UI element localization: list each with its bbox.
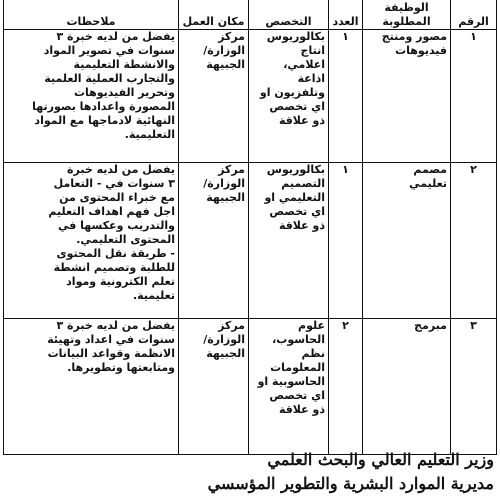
cell-seq: ١ (451, 30, 497, 163)
cell-notes: يفضل من لديه خبرة ٣ سنوات في تصوير المواد والانشطة التعليمية والتجارب العملية العلمية وتحرير الفيديوهات المصورة واعدادها بصورتها النهائية لادماجها مع المواد التعليمية. (4, 30, 179, 163)
jobs-table (3, 0, 497, 455)
header-job: الوظيفة المطلوبة (363, 0, 451, 30)
cell-count: ١ (329, 30, 363, 163)
minister-title: وزير التعليم العالي والبحث العلمي (267, 450, 494, 469)
cell-job: مصمم تعليمي (363, 163, 451, 319)
table-row (4, 163, 497, 319)
table-header-row (4, 0, 497, 30)
cell-location: مركز الوزارة/ الجبيهة (179, 163, 249, 319)
cell-job: مبرمج (363, 319, 451, 455)
cell-job: مصور ومنتج فيديوهات (363, 30, 451, 163)
header-location: مكان العمل (179, 0, 249, 30)
cell-seq: ٢ (451, 163, 497, 319)
table-row (4, 30, 497, 163)
cell-spec: علوم الحاسوب، نظم المعلومات الحاسوبية او اي تخصص ذو علاقة (249, 319, 329, 455)
cell-notes: يفضل من لديه خبرة ٣ سنوات في اعداد وتهيئة الانظمة وقواعد البيانات ومتابعتها وتطويرها. (4, 319, 179, 455)
header-notes: ملاحظات (4, 0, 179, 30)
cell-count: ٢ (329, 319, 363, 455)
cell-notes: يفضل من لديه خبرة ٣ سنوات في - التعامل مع خبراء المحتوى من اجل فهم اهداف التعليم والتدريب وعكسها في المحتوى التعليمي. - طريقة نقل المحتوى للطلبة وتصميم انشطة تعلم الكترونية ومواد تعليمية. (4, 163, 179, 319)
cell-spec: بكالوريوس التصميم التعليمي او اي تخصص ذو علاقة (249, 163, 329, 319)
cell-location: مركز الوزارة/ الجبيهة (179, 319, 249, 455)
header-count: العدد (329, 0, 363, 30)
signature-block (208, 448, 494, 496)
cell-spec: بكالوريوس انتاج اعلامي، اذاعة وتلفزيون او اي تخصص ذو علاقة (249, 30, 329, 163)
directorate-name: مديرية الموارد البشرية والتطوير المؤسسي (207, 474, 494, 493)
cell-location: مركز الوزارة/ الجبيهة (179, 30, 249, 163)
table-row (4, 319, 497, 455)
header-spec: التخصص (249, 0, 329, 30)
cell-count: ١ (329, 163, 363, 319)
cell-seq: ٣ (451, 319, 497, 455)
header-seq: الرقم (451, 0, 497, 30)
